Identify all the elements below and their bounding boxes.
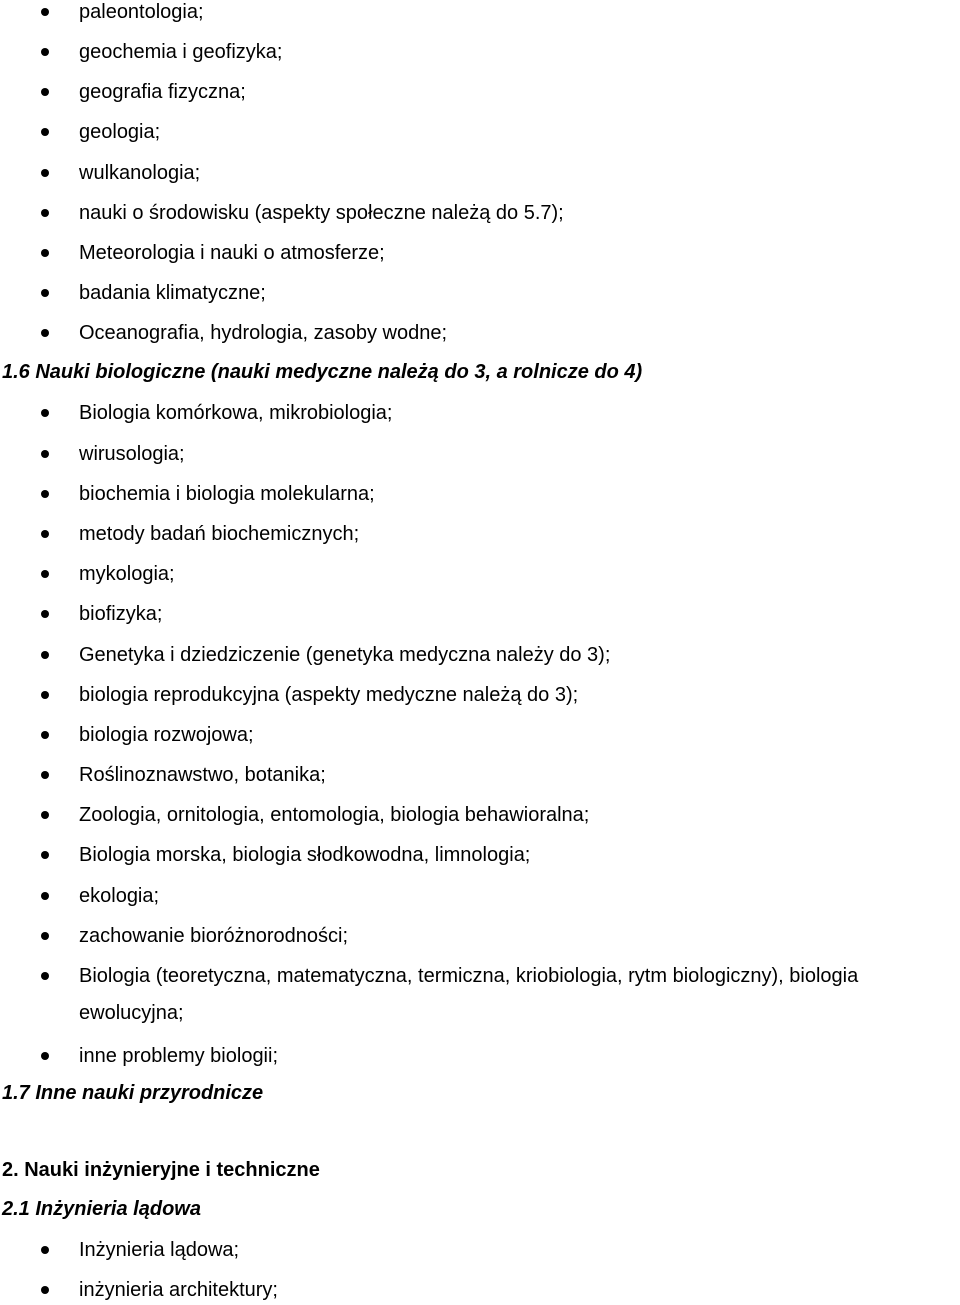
section-heading-1-7: 1.7 Inne nauki przyrodnicze [2, 1082, 264, 1104]
bullet-icon [41, 972, 49, 980]
list-item: nauki o środowisku (aspekty społeczne należą do 5.7); [79, 202, 564, 224]
bullet-icon [41, 8, 49, 16]
list-item: Zoologia, ornitologia, entomologia, biologia behawioralna; [79, 804, 590, 826]
bullet-icon [41, 1246, 49, 1254]
bullet-icon [41, 771, 49, 779]
list-item: biochemia i biologia molekularna; [79, 483, 375, 505]
list-item: Genetyka i dziedziczenie (genetyka medyczna należy do 3); [79, 644, 611, 666]
list-item: metody badań biochemicznych; [79, 523, 360, 545]
list-item: Roślinoznawstwo, botanika; [79, 764, 326, 786]
bullet-icon [41, 490, 49, 498]
bullet-icon [41, 88, 49, 96]
bullet-icon [41, 731, 49, 739]
bullet-icon [41, 450, 49, 458]
bullet-icon [41, 851, 49, 859]
list-item-continuation: ewolucyjna; [79, 1002, 184, 1024]
bullet-icon [41, 610, 49, 618]
bullet-icon [41, 289, 49, 297]
list-item: biologia rozwojowa; [79, 724, 254, 746]
list-item: Meteorologia i nauki o atmosferze; [79, 242, 385, 264]
list-item: badania klimatyczne; [79, 282, 266, 304]
bullet-icon [41, 409, 49, 417]
list-item: Biologia komórkowa, mikrobiologia; [79, 402, 393, 424]
bullet-icon [41, 48, 49, 56]
list-item: zachowanie bioróżnorodności; [79, 925, 349, 947]
list-item: wirusologia; [79, 443, 185, 465]
bullet-icon [41, 932, 49, 940]
list-item: Oceanografia, hydrologia, zasoby wodne; [79, 322, 448, 344]
bullet-icon [41, 530, 49, 538]
section-heading-2-1: 2.1 Inżynieria lądowa [2, 1198, 201, 1220]
list-item: Biologia (teoretyczna, matematyczna, termiczna, kriobiologia, rytm biologiczny), biologia [79, 965, 859, 987]
list-item: inżynieria architektury; [79, 1279, 278, 1301]
list-item: geografia fizyczna; [79, 81, 246, 103]
bullet-icon [41, 128, 49, 136]
bullet-icon [41, 1286, 49, 1294]
bullet-icon [41, 329, 49, 337]
bullet-icon [41, 651, 49, 659]
list-item: ekologia; [79, 885, 160, 907]
bullet-icon [41, 811, 49, 819]
list-item: geologia; [79, 121, 161, 143]
bullet-icon [41, 892, 49, 900]
bullet-icon [41, 1052, 49, 1060]
list-item: mykologia; [79, 563, 175, 585]
list-item: Biologia morska, biologia słodkowodna, limnologia; [79, 844, 531, 866]
list-item: Inżynieria lądowa; [79, 1239, 240, 1261]
list-item: inne problemy biologii; [79, 1045, 279, 1067]
bullet-icon [41, 249, 49, 257]
bullet-icon [41, 209, 49, 217]
list-item: biofizyka; [79, 603, 163, 625]
list-item: geochemia i geofizyka; [79, 41, 283, 63]
section-heading-1-6: 1.6 Nauki biologiczne (nauki medyczne należą do 3, a rolnicze do 4) [2, 361, 643, 383]
section-heading-2: 2. Nauki inżynieryjne i techniczne [2, 1159, 320, 1181]
list-item: paleontologia; [79, 1, 204, 23]
bullet-icon [41, 570, 49, 578]
list-item: wulkanologia; [79, 162, 201, 184]
bullet-icon [41, 169, 49, 177]
list-item: biologia reprodukcyjna (aspekty medyczne należą do 3); [79, 684, 579, 706]
bullet-icon [41, 691, 49, 699]
